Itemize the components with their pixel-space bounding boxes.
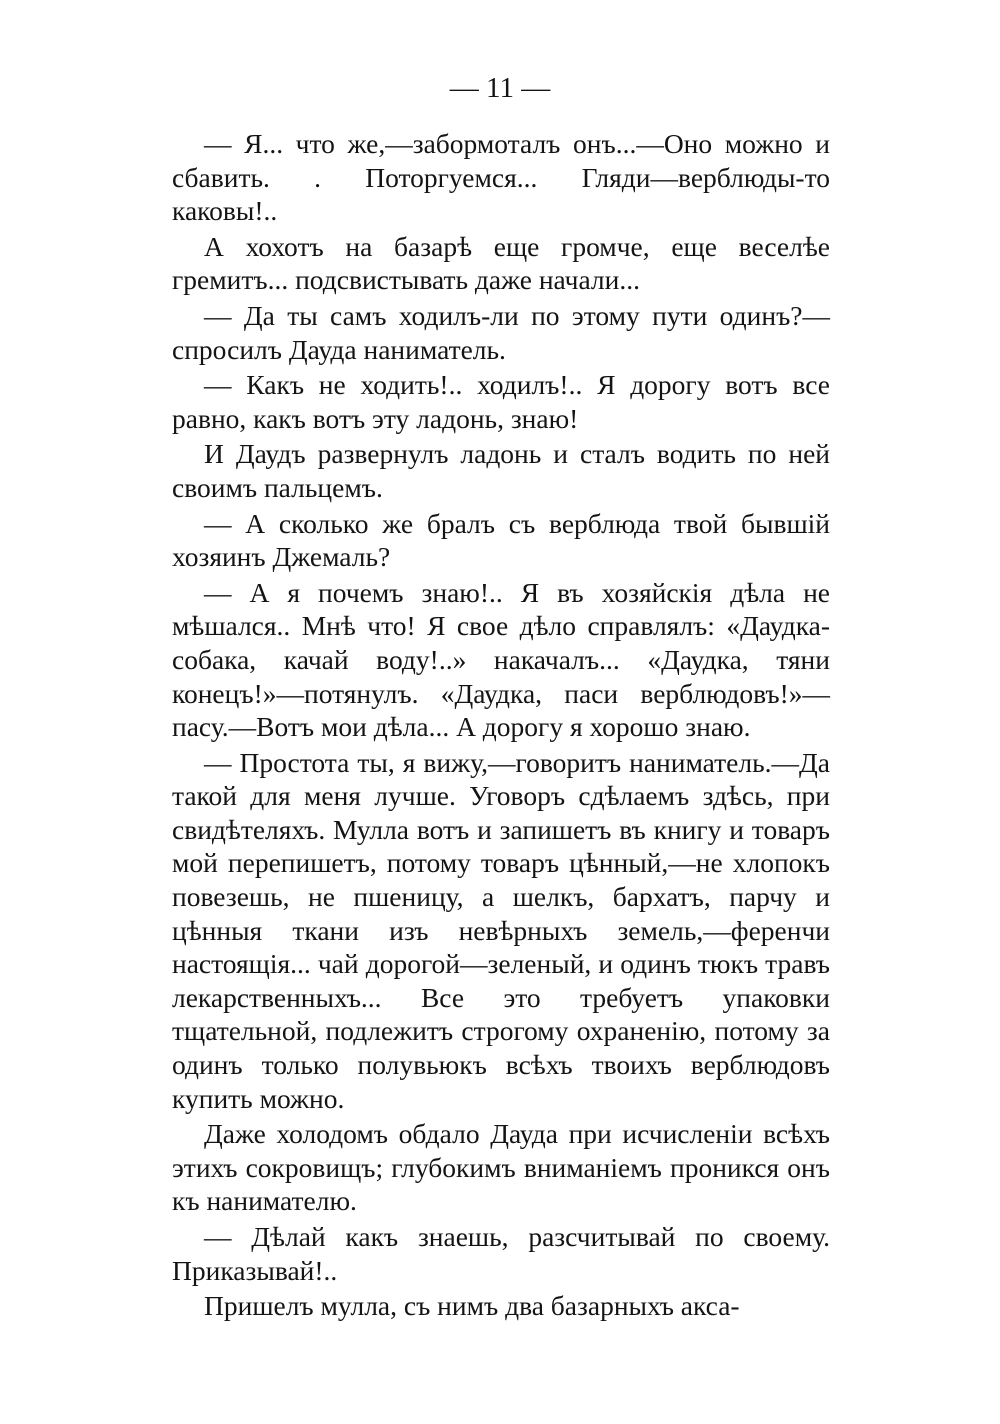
paragraph-3: — Да ты самъ ходилъ-ли по этому пути одинъ?—спросилъ Дауда наниматель. [172,299,830,365]
paragraph-7: — А я почемъ знаю!.. Я въ хозяйскія дѣла не мѣшался.. Мнѣ что! Я свое дѣло справлялъ: «Даудка-собака, качай воду!..» накачалъ... «Даудка, тяни конецъ!»—потянулъ. «Даудка, паси верблюдовъ!»—пасу.—Вотъ мои дѣла... А дорогу я хорошо знаю. [172,576,830,743]
paragraph-2: А хохотъ на базарѣ еще громче, еще веселѣе гремитъ... подсвистывать даже начали... [172,230,830,296]
paragraph-4: — Какъ не ходить!.. ходилъ!.. Я дорогу вотъ все равно, какъ вотъ эту ладонь, знаю! [172,369,830,434]
page-body [172,127,830,1325]
paragraph-11: Пришелъ мулла, съ нимъ два базарныхъ акса- [204,1290,740,1322]
page-number: — 11 — [449,72,551,104]
paragraph-6: — А сколько же бралъ съ верблюда твой бывшій хозяинъ Джемаль? [172,507,830,573]
paragraph-10: — Дѣлай какъ знаешь, разсчитывай по своему. Приказывай!.. [172,1221,830,1286]
paragraph-9: Даже холодомъ обдало Дауда при исчисленіи всѣхъ этихъ сокровищъ; глубокимъ вниманіемъ проникся онъ къ нанимателю. [172,1118,830,1217]
paragraph-1: — Я... что же,—забормоталъ онъ...—Оно можно и сбавить. . Поторгуемся... Гляди—верблюды-то каковы!.. [172,128,830,227]
paragraph-5: И Даудъ развернулъ ладонь и сталъ водить по ней своимъ пальцемъ. [172,438,830,503]
paragraph-8: — Простота ты, я вижу,—говоритъ наниматель.—Да такой для меня лучше. Уговоръ сдѣлаемъ здѣсь, при свидѣтеляхъ. Мулла вотъ и запишетъ въ книгу и товаръ мой перепишетъ, потому товаръ цѣнный,—не хлопокъ повезешь, не пшеницу, а шелкъ, бархатъ, парчу и цѣнныя ткани изъ невѣрныхъ земель,—ференчи настоящія... чай дорогой—зеленый, и одинъ тюкъ травъ лекарственныхъ... Все это требуетъ упаковки тщательной, подлежитъ строгому охраненію, потому за одинъ только полувьюкъ всѣхъ твоихъ верблюдовъ купить можно. [172,746,830,1114]
